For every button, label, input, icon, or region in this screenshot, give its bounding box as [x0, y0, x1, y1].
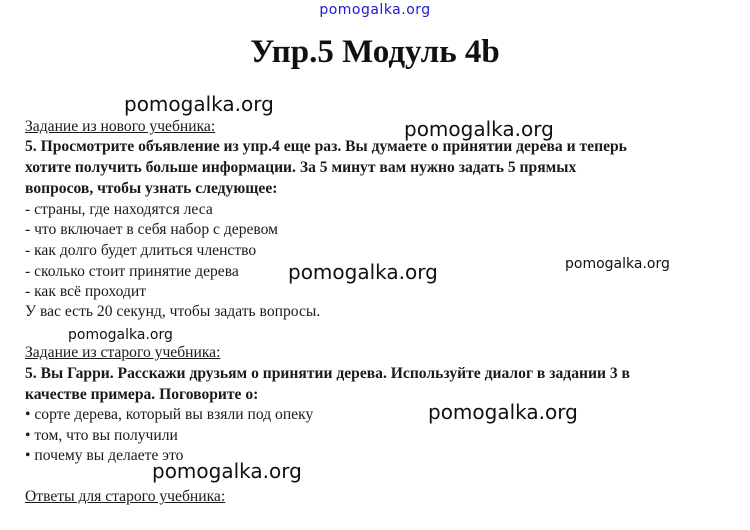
- new-item-4: - сколько стоит принятие дерева: [25, 263, 239, 280]
- watermark: pomogalka.org: [428, 400, 578, 424]
- watermark: pomogalka.org: [565, 256, 670, 272]
- new-task-line-1: 5. Просмотрите объявление из упр.4 еще раз. Вы думаете о принятии дерева и теперь: [25, 138, 627, 155]
- old-book-heading: Задание из старого учебника:: [25, 344, 221, 361]
- answers-heading: Ответы для старого учебника:: [25, 488, 226, 505]
- new-task-line-2: хотите получить больше информации. За 5 минут вам нужно задать 5 прямых: [25, 159, 577, 176]
- new-item-2: - что включает в себя набор с деревом: [25, 221, 279, 238]
- new-note: У вас есть 20 секунд, чтобы задать вопросы.: [25, 303, 321, 320]
- site-link[interactable]: pomogalka.org: [319, 2, 431, 18]
- watermark: pomogalka.org: [288, 260, 438, 284]
- page-title: Упр.5 Модуль 4b: [250, 34, 500, 70]
- old-item-3: • почему вы делаете это: [25, 447, 184, 464]
- new-item-5: - как всё проходит: [25, 283, 147, 300]
- old-item-1: • сорте дерева, который вы взяли под опеку: [25, 406, 314, 423]
- watermark: pomogalka.org: [124, 92, 274, 116]
- new-book-heading: Задание из нового учебника:: [25, 118, 216, 135]
- new-item-1: - страны, где находятся леса: [25, 201, 213, 218]
- watermark: pomogalka.org: [152, 459, 302, 483]
- new-item-3: - как долго будет длиться членство: [25, 242, 257, 259]
- old-task-line-1: 5. Вы Гарри. Расскажи друзьям о принятии дерева. Используйте диалог в задании 3 в: [25, 365, 630, 382]
- old-item-2: • том, что вы получили: [25, 427, 178, 444]
- old-task-line-2: качестве примера. Поговорите о:: [25, 386, 259, 403]
- new-task-line-3: вопросов, чтобы узнать следующее:: [25, 180, 278, 197]
- watermark: pomogalka.org: [404, 117, 554, 141]
- watermark: pomogalka.org: [68, 327, 173, 343]
